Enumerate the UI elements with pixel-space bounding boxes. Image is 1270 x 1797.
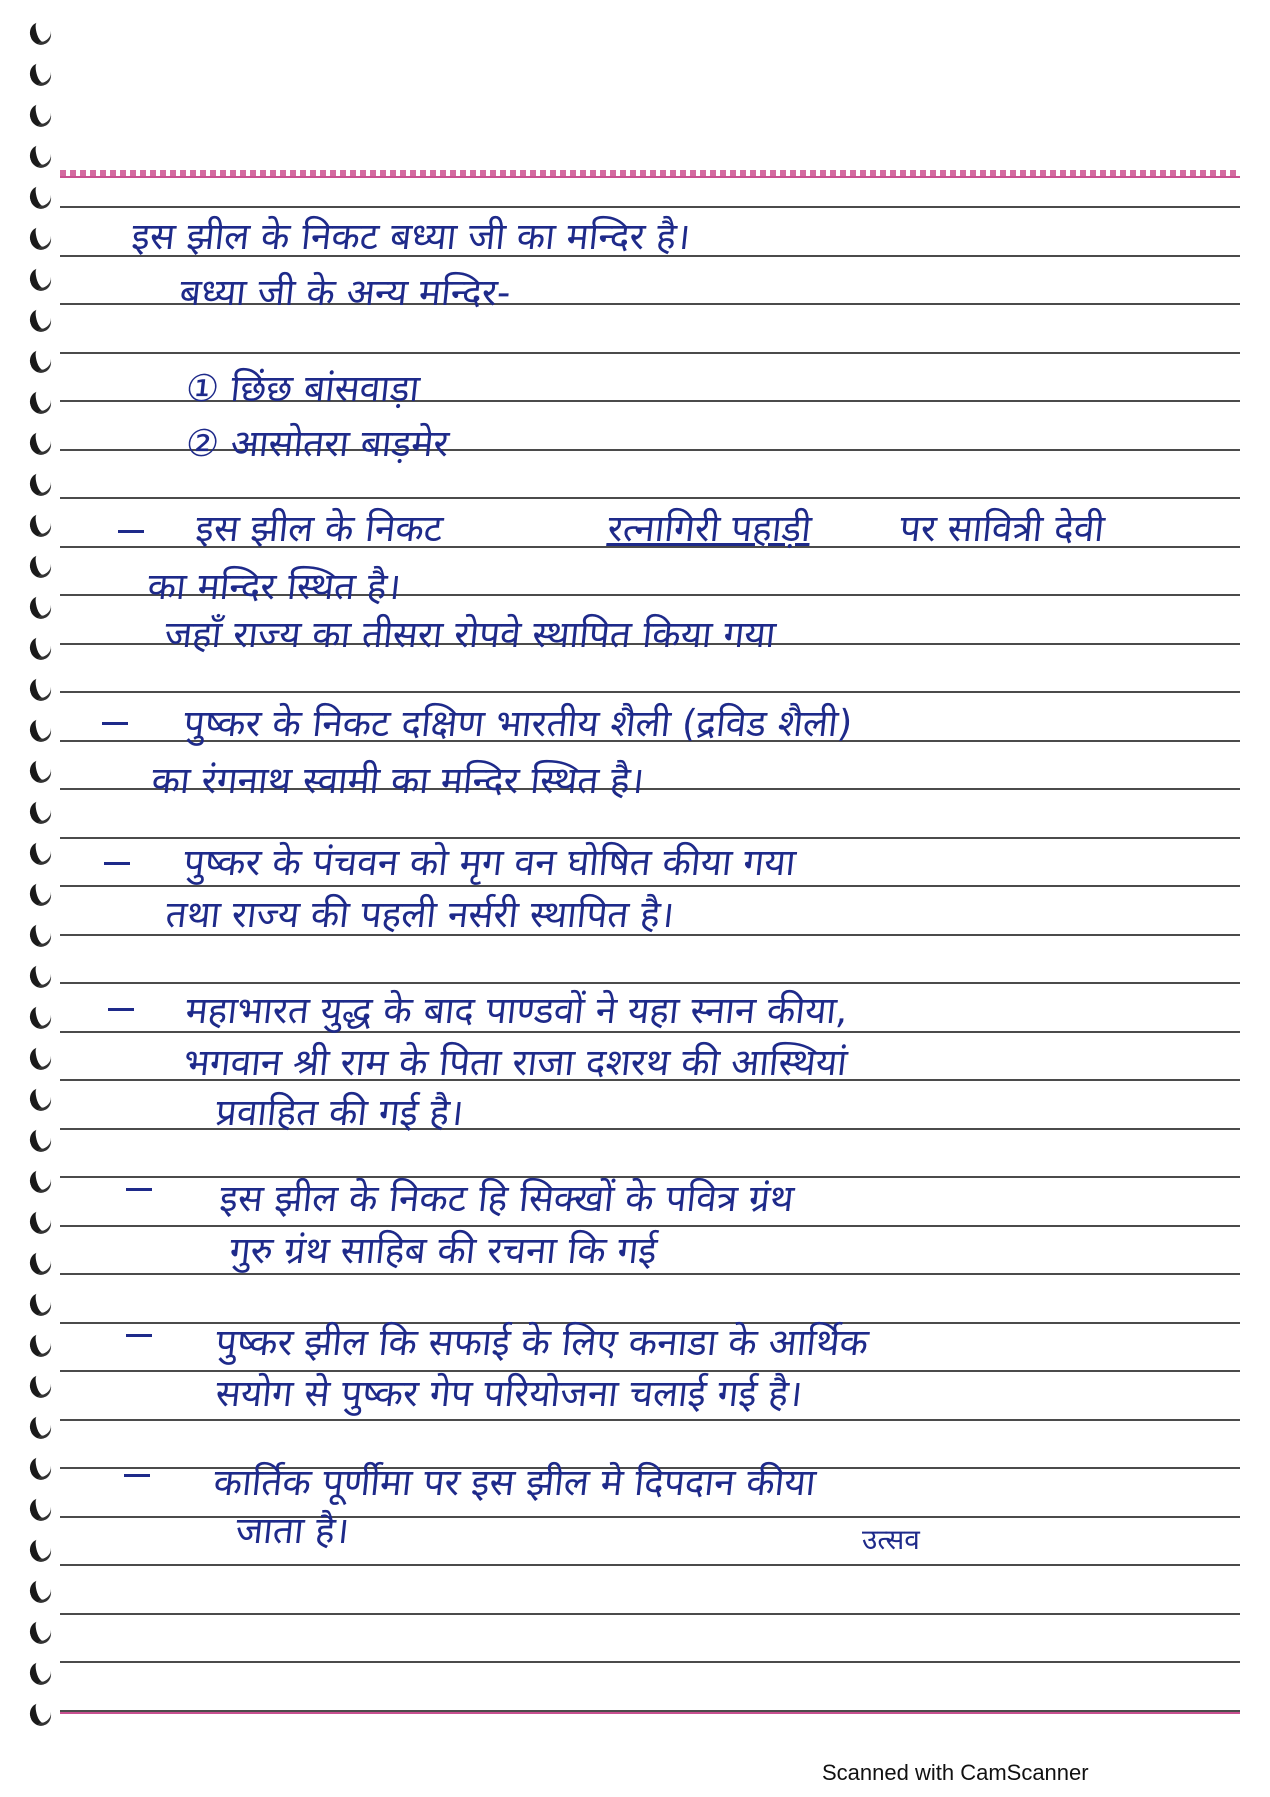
bullet-dash (126, 1188, 152, 1191)
note-line: का मन्दिर स्थित है। (145, 565, 404, 608)
note-line: कार्तिक पूर्णीमा पर इस झील मे दिपदान कीया (211, 1461, 818, 1504)
underlined-phrase: रत्नागिरी पहाड़ी (605, 507, 814, 550)
note-line: इस झील के निकट बध्या जी का मन्दिर है। (129, 215, 693, 258)
bullet-dash (124, 1474, 150, 1477)
bullet-dash (104, 862, 130, 865)
note-line: इस झील के निकट हि सिक्खों के पवित्र ग्रंथ (217, 1177, 796, 1220)
note-line: महाभारत युद्ध के बाद पाण्डवों ने यहा स्नान कीया, (183, 989, 851, 1032)
note-line: प्रवाहित की गई है। (213, 1091, 466, 1134)
note-line: जाता है। (233, 1509, 352, 1552)
scanner-watermark: Scanned with CamScanner (822, 1760, 1089, 1785)
note-line: बध्या जी के अन्य मन्दिर- (177, 271, 513, 314)
note-line: पुष्कर के निकट दक्षिण भारतीय शैली (द्रविड शैली) (181, 702, 855, 745)
note-line: पर सावित्री देवी (897, 507, 1107, 550)
note-line: जहाँ राज्य का तीसरा रोपवे स्थापित किया गया (162, 613, 778, 656)
note-line: पुष्कर के पंचवन को मृग वन घोषित कीया गया (181, 841, 798, 884)
list-item: ① छिंछ बांसवाड़ा (183, 367, 422, 410)
note-line: गुरु ग्रंथ साहिब की रचना कि गई (227, 1229, 659, 1272)
note-line: तथा राज्य की पहली नर्सरी स्थापित है। (163, 893, 677, 936)
note-line: सयोग से पुष्कर गेप परियोजना चलाई गई है। (213, 1372, 805, 1415)
inserted-word: उत्सव (862, 1523, 920, 1556)
note-line: का रंगनाथ स्वामी का मन्दिर स्थित है। (149, 759, 647, 802)
note-line: पुष्कर झील कि सफाई के लिए कनाडा के आर्थिक (213, 1321, 871, 1364)
note-line: भगवान श्री राम के पिता राजा दशरथ की आस्थियां (181, 1041, 850, 1084)
note-line: इस झील के निकट (193, 507, 445, 550)
bullet-dash (102, 722, 128, 725)
list-item: ② आसोतरा बाड़मेर (183, 422, 451, 465)
bullet-dash (108, 1008, 134, 1011)
bullet-dash (118, 530, 144, 533)
bullet-dash (126, 1334, 152, 1337)
